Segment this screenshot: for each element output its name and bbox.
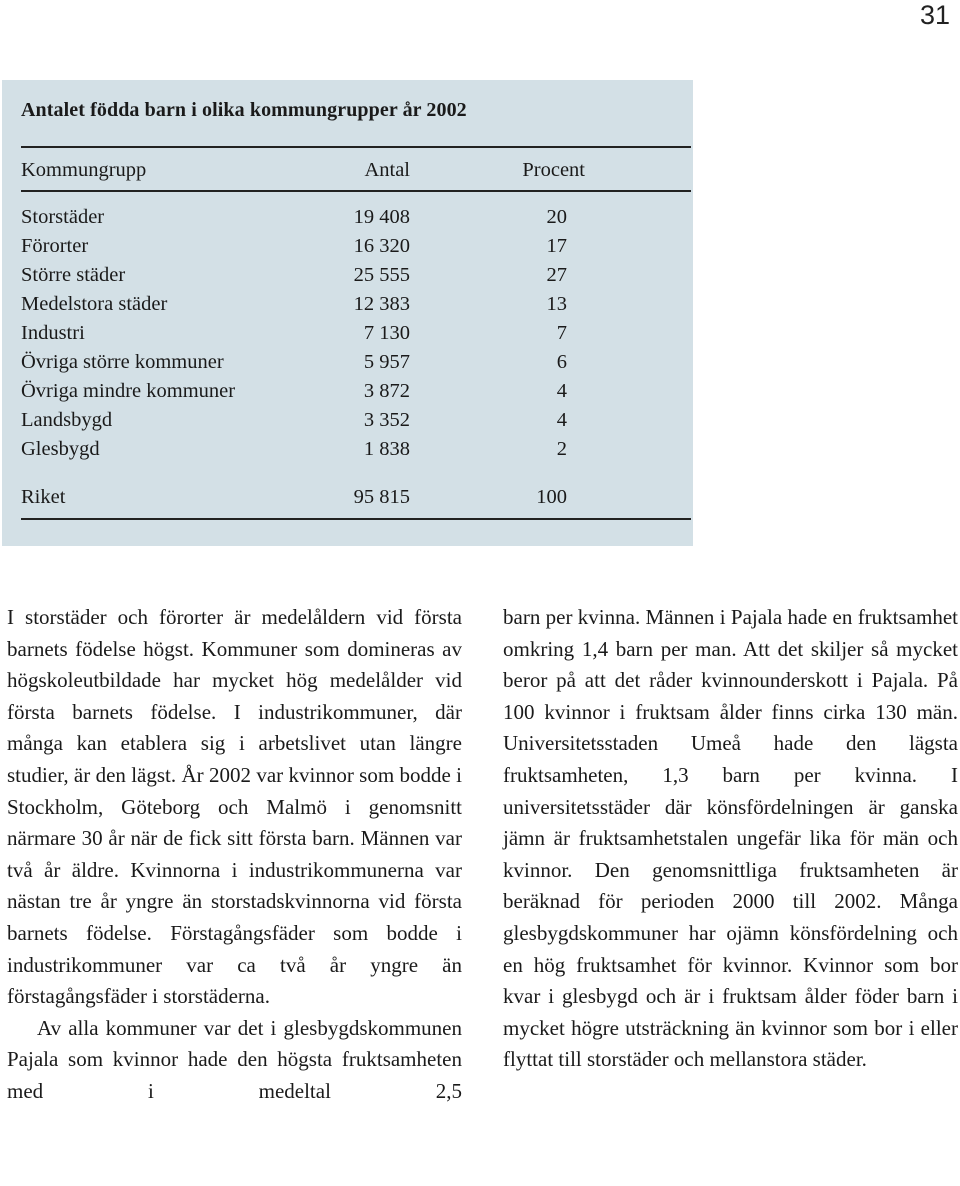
row-count: 1 838 <box>363 438 410 460</box>
row-group: Glesbygd <box>21 438 100 460</box>
total-count: 95 815 <box>353 486 410 508</box>
table-bottom-rule <box>21 518 691 520</box>
row-count: 16 320 <box>353 235 410 257</box>
row-group: Industri <box>21 322 85 344</box>
row-count: 7 130 <box>363 322 410 344</box>
table-top-rule <box>21 146 691 148</box>
row-group: Storstäder <box>21 206 105 228</box>
row-percent: 2 <box>556 438 567 460</box>
body-column-left <box>7 602 462 1108</box>
header-count: Antal <box>364 159 410 181</box>
row-percent: 4 <box>556 380 567 402</box>
row-count: 5 957 <box>363 351 410 373</box>
row-percent: 6 <box>556 351 567 373</box>
row-percent: 27 <box>546 264 567 286</box>
row-percent: 13 <box>546 293 567 315</box>
body-paragraph: Av alla kommuner var det i glesbygdskommunen Pajala som kvinnor hade den högsta fruktsamheten med i medeltal 2,5 <box>7 1015 462 1103</box>
row-percent: 7 <box>556 322 567 344</box>
row-percent: 20 <box>546 206 567 228</box>
row-count: 19 408 <box>353 206 410 228</box>
row-count: 12 383 <box>353 293 410 315</box>
page-number: 31 <box>919 0 950 30</box>
body-paragraph: barn per kvinna. Männen i Pajala hade en fruktsamhet omkring 1,4 barn per man. Att det skiljer så mycket beror på att det råder kvinnounderskott i Pajala. På 100 kvinnor i fruktsam ålder finns cirka 130 män. Universitetsstaden Umeå hade den lägsta fruktsamheten, 1,3 barn per kvinna. I universitetsstäder där könsfördelningen är ganska jämn är fruktsamhetstalen ungefär lika för män och kvinnor. Den genomsnittliga fruktsamheten är beräknad för perioden 2000 till 2002. Många glesbygdskommuner har ojämn könsfördelning och en hög fruktsamhet för kvinnor. Kvinnor som bor kvar i glesbygd och är i fruktsam ålder föder barn i mycket högre utsträckning än kvinnor som bor i eller flyttat till storstäder och mellanstora städer. <box>503 605 958 1072</box>
total-group: Riket <box>21 486 66 508</box>
table-title: Antalet födda barn i olika kommungrupper år 2002 <box>21 99 467 121</box>
row-group: Övriga större kommuner <box>21 351 224 373</box>
row-group: Landsbygd <box>21 409 113 431</box>
body-column-right <box>503 602 958 1076</box>
row-group: Större städer <box>21 264 126 286</box>
total-percent: 100 <box>536 486 567 508</box>
row-count: 3 872 <box>363 380 410 402</box>
header-group: Kommungrupp <box>21 159 147 181</box>
row-count: 3 352 <box>363 409 410 431</box>
header-percent: Procent <box>522 159 585 181</box>
row-percent: 17 <box>546 235 567 257</box>
row-percent: 4 <box>556 409 567 431</box>
row-count: 25 555 <box>353 264 410 286</box>
row-group: Förorter <box>21 235 89 257</box>
row-group: Medelstora städer <box>21 293 168 315</box>
body-paragraph: I storstäder och förorter är medelåldern vid första barnets födelse högst. Kommuner som domineras av högskoleutbildade har mycket hög medelålder vid första barnets födelse. I industrikommuner, där många kan etablera sig i arbetslivet utan längre studier, är den lägst. År 2002 var kvinnor som bodde i Stockholm, Göteborg och Malmö i genomsnitt närmare 30 år när de fick sitt första barn. Männen var två år äldre. Kvinnorna i industrikommunerna var nästan tre år yngre än storstadskvinnorna vid första barnets födelse. Förstagångsfäder som bodde i industrikommuner var ca två år yngre än förstagångsfäder i storstäderna. <box>7 605 462 1009</box>
table-header-rule <box>21 190 691 192</box>
row-group: Övriga mindre kommuner <box>21 380 236 402</box>
